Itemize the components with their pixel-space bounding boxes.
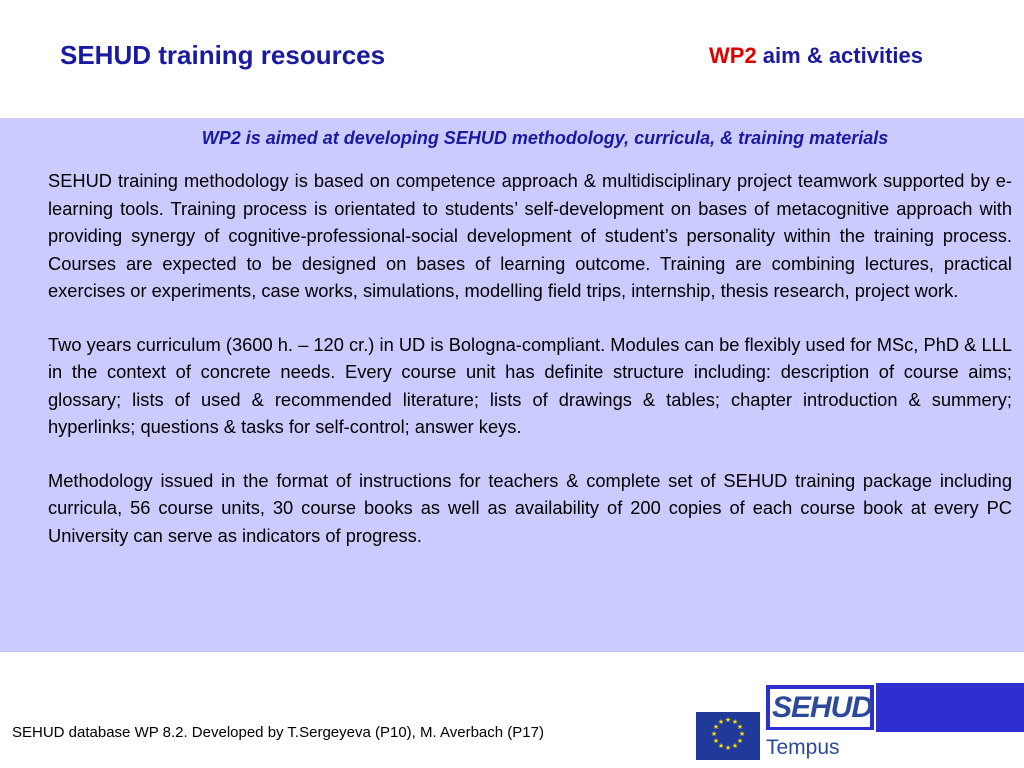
footer-credit: SEHUD database WP 8.2. Developed by T.Sergeyeva (P10), M. Averbach (P17) <box>12 724 544 741</box>
subtitle-wp-label: WP2 <box>709 43 757 68</box>
svg-text:★: ★ <box>731 742 739 750</box>
svg-text:★: ★ <box>738 730 746 738</box>
content-panel <box>0 118 1024 652</box>
svg-text:★: ★ <box>710 730 718 738</box>
svg-text:★: ★ <box>736 737 744 745</box>
svg-text:★: ★ <box>736 723 744 731</box>
tempus-label: Tempus <box>766 736 840 759</box>
svg-text:★: ★ <box>724 716 732 724</box>
slide-subtitle <box>709 43 923 69</box>
sehud-logo-inner <box>770 689 873 727</box>
svg-text:★: ★ <box>717 742 725 750</box>
svg-text:★: ★ <box>712 723 720 731</box>
eu-flag-icon <box>696 712 760 760</box>
svg-text:★: ★ <box>724 744 732 752</box>
logo-blue-bar <box>876 683 1024 732</box>
paragraph-curriculum: Two years curriculum (3600 h. – 120 cr.) in UD is Bologna-compliant. Modules can be flexibly used for MSc, PhD & LLL in the context of concrete needs. Every course unit has definite structure including: description of course aims; glossary; lists of used & recommended literature; lists of drawings & tables; chapter introduction & summery; hyperlinks; questions & tasks for self-control; answer keys. <box>48 333 1012 437</box>
svg-text:★: ★ <box>717 718 725 726</box>
paragraph-methodology: SEHUD training methodology is based on competence approach & multidisciplinary project teamwork supported by e-learning tools. Training process is orientated to students’ self-development on bases of metacognitive approach with providing synergy of cognitive-professional-social development of student’s personality within the training process. Courses are expected to be designed on bases of learning outcome. Training are combining lectures, practical exercises or experiments, case works, simulations, modelling field trips, internship, thesis research, project work. <box>48 170 1012 301</box>
paragraph-indicators: Methodology issued in the format of instructions for teachers & complete set of SEHUD training package including curricula, 56 course units, 30 course books as well as availability of 200 copies of each course book at every PC University can serve as indicators of progress. <box>48 469 1012 546</box>
svg-text:★: ★ <box>712 737 720 745</box>
lead-statement: WP2 is aimed at developing SEHUD methodology, curricula, & training materials <box>201 128 889 148</box>
svg-text:★: ★ <box>731 718 739 726</box>
sehud-logo-text: SEHUD <box>772 691 873 724</box>
sehud-logo <box>764 683 876 732</box>
eu-stars-graphic <box>696 712 760 760</box>
slide-title: SEHUD training resources <box>60 40 386 70</box>
subtitle-rest: aim & activities <box>756 43 923 68</box>
